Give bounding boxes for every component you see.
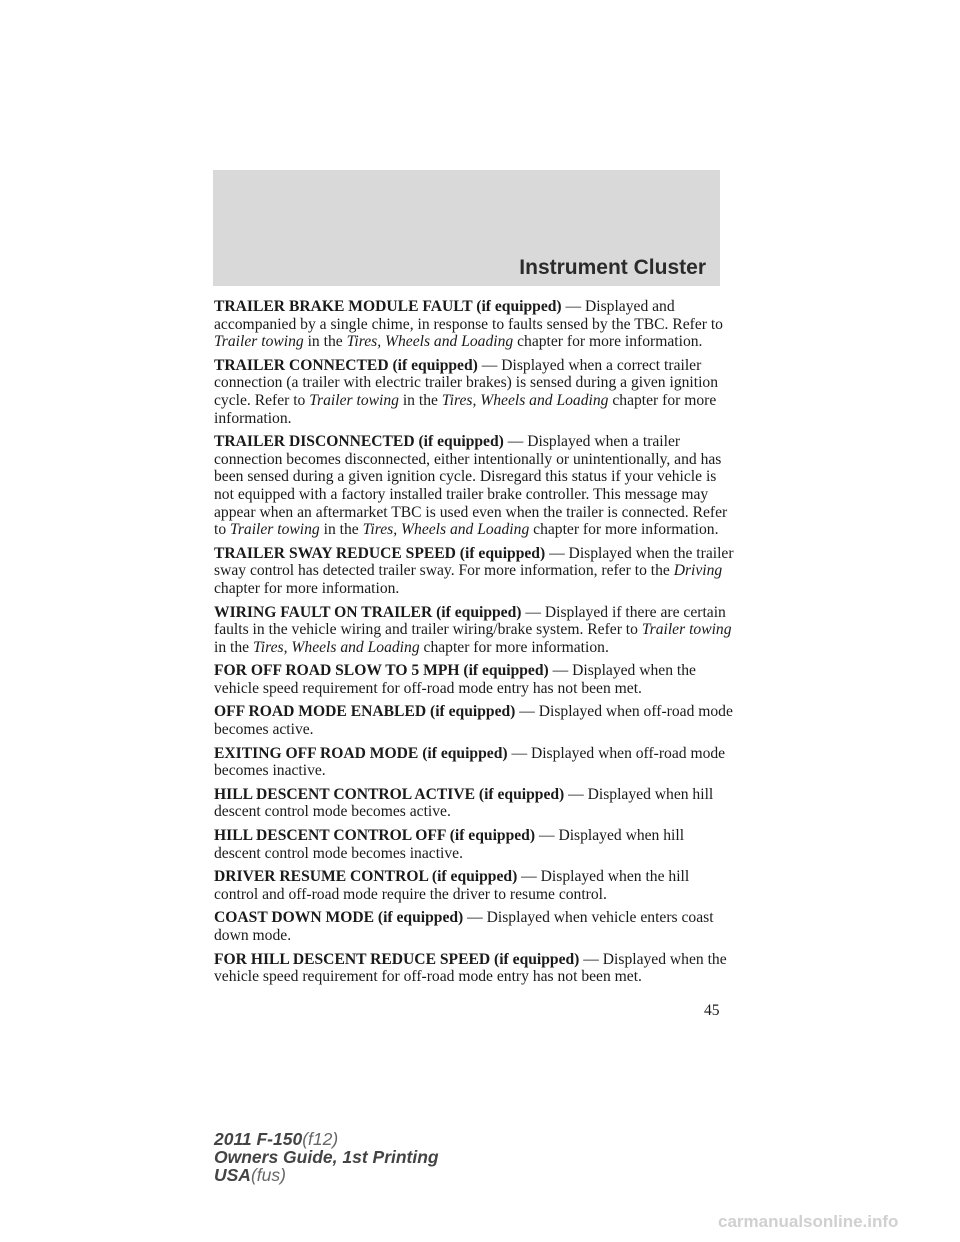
- message-term: EXITING OFF ROAD MODE (if equipped): [214, 744, 508, 762]
- cross-reference: Tires, Wheels and Loading: [252, 638, 420, 656]
- message-term: TRAILER DISCONNECTED (if equipped): [214, 433, 504, 451]
- message-term: OFF ROAD MODE ENABLED (if equipped): [214, 703, 516, 721]
- message-entry: [214, 298, 734, 351]
- cross-reference: Trailer towing: [214, 333, 304, 351]
- cross-reference: Tires, Wheels and Loading: [346, 333, 514, 351]
- print-footer: [214, 1130, 439, 1184]
- message-description: — Displayed when the vehicle speed requirement for off-road mode entry has not been met.: [214, 662, 696, 697]
- message-description: — Displayed when hill descent control mode becomes active.: [214, 785, 714, 821]
- message-entry: [214, 604, 734, 657]
- message-description: — Displayed when vehicle enters coast down mode.: [214, 909, 714, 944]
- message-description: chapter for more information.: [419, 638, 609, 656]
- cross-reference: Tires, Wheels and Loading: [441, 391, 609, 409]
- section-header-box: [213, 170, 720, 286]
- message-description: — Displayed when off-road mode becomes active.: [214, 703, 733, 739]
- message-description: — Displayed when a correct trailer connection (a trailer with electric trailer brakes) is sensed during a given ignition cycle. Refer to: [214, 356, 719, 409]
- message-term: WIRING FAULT ON TRAILER (if equipped): [214, 603, 522, 621]
- message-entry: [214, 545, 734, 598]
- message-entry: [214, 357, 734, 427]
- message-term: TRAILER CONNECTED (if equipped): [214, 356, 478, 374]
- message-term: FOR HILL DESCENT REDUCE SPEED (if equipped): [214, 950, 580, 968]
- footer-model: 2011 F-150: [214, 1129, 303, 1149]
- message-description: — Displayed when the vehicle speed requirement for off-road mode entry has not been met.: [214, 950, 727, 986]
- footer-edition: Owners Guide, 1st Printing: [214, 1147, 439, 1167]
- message-entry: [214, 703, 734, 738]
- cross-reference: Driving: [673, 562, 723, 580]
- message-description: in the: [398, 391, 442, 409]
- watermark-text: carmanualsonline.info: [718, 1212, 899, 1231]
- page-number: 45: [704, 1002, 720, 1019]
- footer-model-code: (f12): [302, 1129, 339, 1149]
- message-description: — Displayed when off-road mode becomes inactive.: [214, 744, 726, 780]
- message-term: FOR OFF ROAD SLOW TO 5 MPH (if equipped): [214, 662, 549, 680]
- message-entry: [214, 433, 734, 539]
- message-description: — Displayed when a trailer connection becomes disconnected, either intentionally or unintentionally, and has been sensed during a given ignition cycle. Disregard this status if your vehicle is not equipped with a factory installed trailer brake controller. This message may appear when an aftermarket TBC is used even when the trailer is connected. Refer to: [214, 433, 728, 539]
- message-list: [214, 298, 734, 992]
- message-term: HILL DESCENT CONTROL ACTIVE (if equipped): [214, 785, 565, 803]
- message-term: HILL DESCENT CONTROL OFF (if equipped): [214, 827, 536, 845]
- message-entry: [214, 745, 734, 780]
- message-description: chapter for more information.: [529, 521, 719, 539]
- message-description: chapter for more information.: [214, 391, 717, 427]
- message-description: in the: [214, 638, 253, 656]
- message-entry: [214, 951, 734, 986]
- message-description: chapter for more information.: [513, 333, 703, 351]
- message-entry: [214, 827, 734, 862]
- message-term: TRAILER BRAKE MODULE FAULT (if equipped): [214, 298, 562, 315]
- message-description: — Displayed if there are certain faults in the vehicle wiring and trailer wiring/brake system. Refer to: [214, 603, 726, 639]
- message-entry: [214, 909, 734, 944]
- message-description: — Displayed and accompanied by a single chime, in response to faults sensed by the TBC. Refer to: [214, 298, 723, 333]
- message-entry: [214, 868, 734, 903]
- cross-reference: Trailer towing: [309, 391, 399, 409]
- message-description: — Displayed when the trailer sway control has detected trailer sway. For more information, refer to the: [214, 544, 734, 580]
- message-description: — Displayed when the hill control and off-road mode require the driver to resume control.: [214, 868, 690, 903]
- cross-reference: Trailer towing: [230, 521, 320, 539]
- footer-market-code: (fus): [250, 1165, 286, 1185]
- message-entry: [214, 786, 734, 821]
- message-description: chapter for more information.: [214, 579, 400, 597]
- message-term: COAST DOWN MODE (if equipped): [214, 909, 464, 927]
- message-entry: [214, 662, 734, 697]
- footer-market: USA: [214, 1165, 251, 1185]
- section-title: Instrument Cluster: [519, 256, 706, 279]
- message-term: TRAILER SWAY REDUCE SPEED (if equipped): [214, 544, 546, 562]
- cross-reference: Tires, Wheels and Loading: [362, 521, 530, 539]
- message-description: — Displayed when hill descent control mode becomes inactive.: [214, 827, 685, 862]
- message-description: in the: [303, 333, 347, 351]
- message-description: in the: [319, 521, 363, 539]
- message-term: DRIVER RESUME CONTROL (if equipped): [214, 868, 518, 886]
- cross-reference: Trailer towing: [641, 621, 732, 639]
